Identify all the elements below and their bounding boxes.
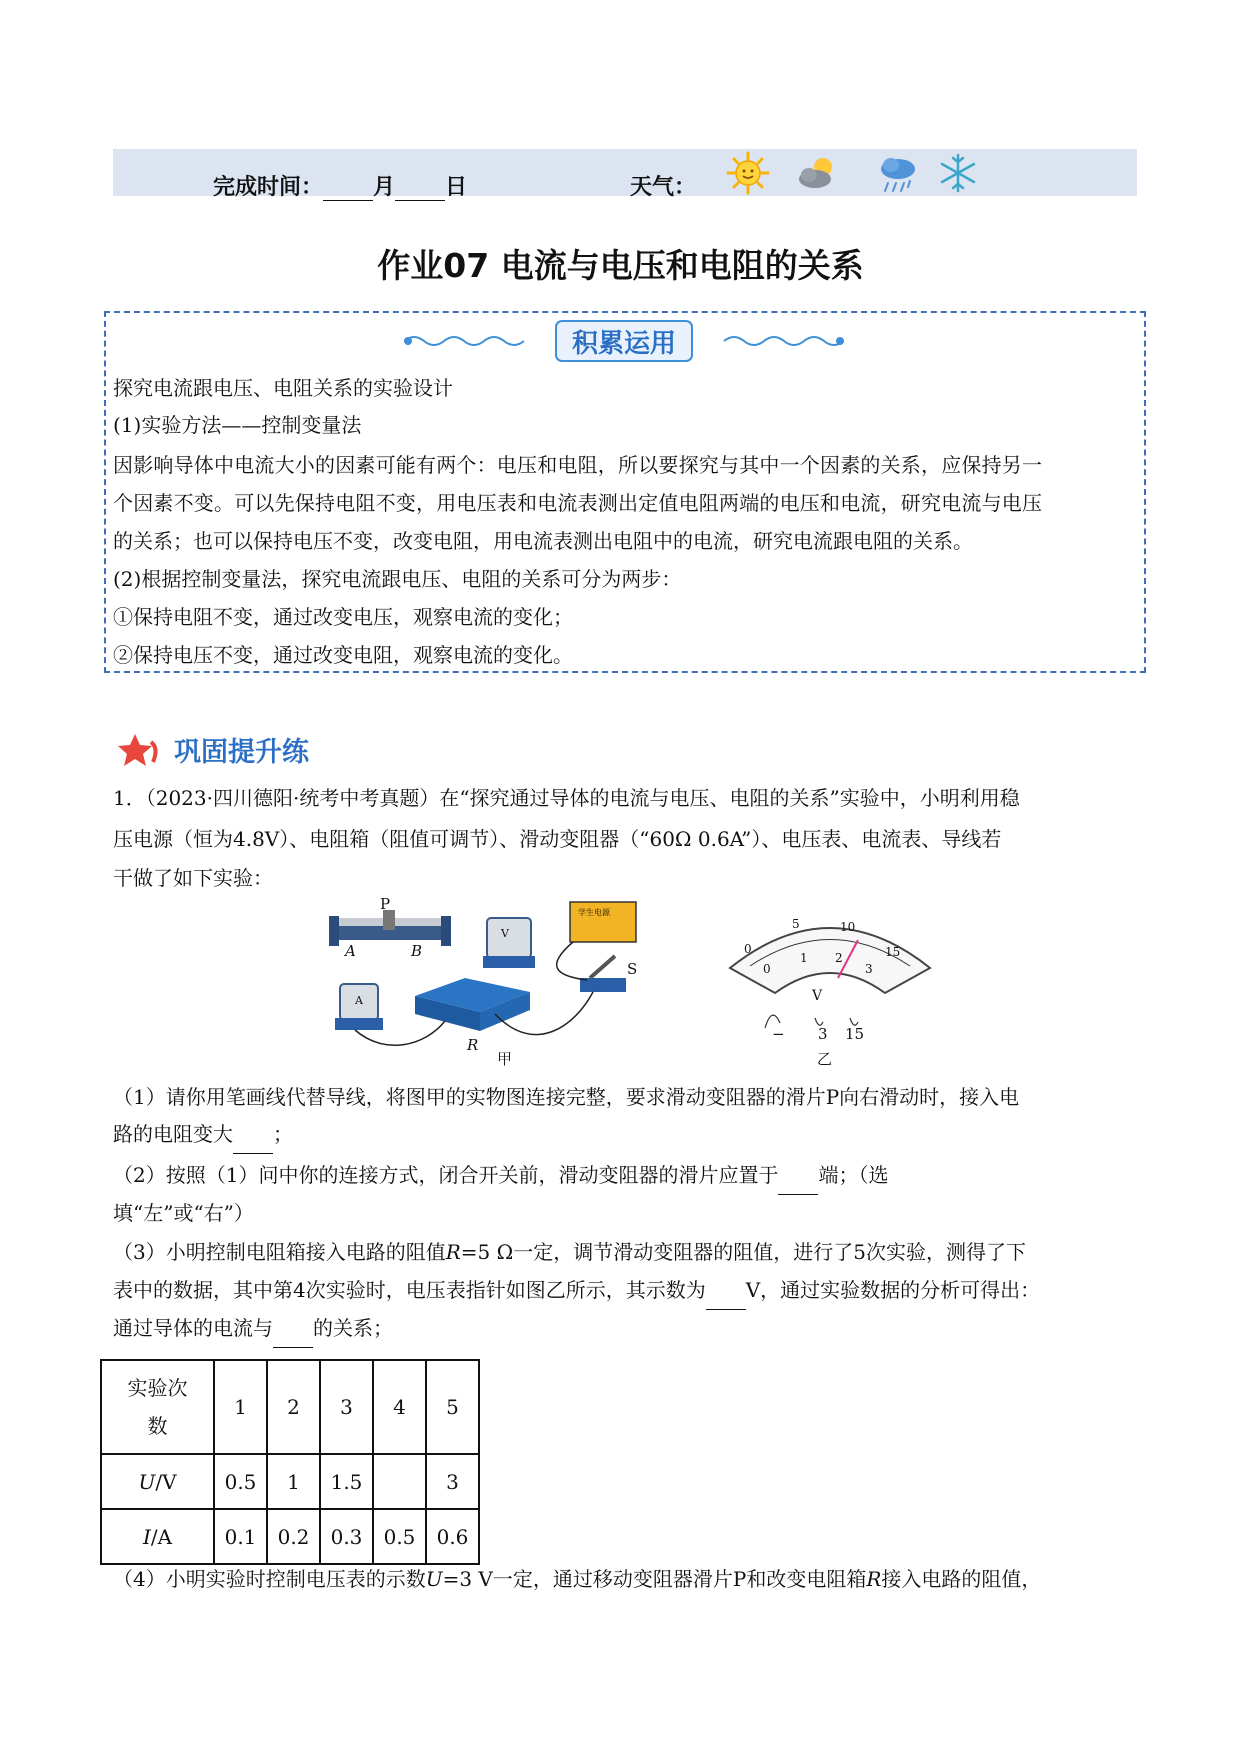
voltmeter-letter: V [501,927,509,940]
label-b: B [411,942,423,960]
month-label: 月 [373,175,396,200]
sun-icon [726,151,770,195]
scale-top-5: 5 [792,917,800,931]
snowflake-icon [936,151,980,195]
page-title: 作业07 电流与电压和电阻的关系 [377,246,864,285]
knowledge-line: 个因素不变。可以先保持电阻不变，用电压表和电流表测出定值电阻两端的电压和电流，研究电流与电压 [113,491,1043,515]
table-cell: 3 [426,1454,479,1509]
table-cell: 0.5 [214,1454,267,1509]
label-r: R [467,1036,479,1054]
knowledge-line: 探究电流跟电压、电阻关系的实验设计 [113,376,453,400]
label-p: P [380,895,391,913]
section-title: 巩固提升练 [174,737,309,768]
knowledge-line: (1)实验方法——控制变量法 [113,413,362,437]
table-row-label: I/A [101,1509,214,1564]
day-label: 日 [445,175,468,200]
ammeter-letter: A [355,994,363,1007]
label-jia: 甲 [497,1050,513,1068]
table-header-cell: 实验次 数 [101,1360,214,1454]
rain-icon [876,151,920,195]
table-row [101,1454,479,1509]
completion-time [213,170,467,201]
label-s: S [627,960,638,978]
label-yi: 乙 [817,1050,833,1068]
scale-top-15: 15 [885,945,901,959]
scale-bottom-2: 2 [835,951,843,965]
question-part-1-cont: 路的电阻变大 ； [113,1115,293,1154]
weather-label: 天气： [630,175,697,200]
question-part-3-cont: 表中的数据，其中第4次实验时，电压表指针如图乙所示，其示数为 V，通过实验数据的分析可得出： [113,1271,1040,1310]
table-cell: 0.3 [320,1509,373,1564]
question-intro: 干做了如下实验： [113,866,273,890]
apparatus-figure [325,896,655,1066]
question-part-2: （2）按照（1）问中你的连接方式，闭合开关前，滑动变阻器的滑片应置于 端；（选 [113,1156,888,1195]
answer-blank[interactable] [706,1271,746,1310]
table-cell[interactable] [373,1454,426,1509]
table-cell: 0.6 [426,1509,479,1564]
meter-unit-label: V [812,988,823,1004]
question-part-3-cont2: 通过导体的电流与 的关系； [113,1309,393,1348]
scale-bottom-0: 0 [763,962,771,976]
table-row [101,1509,479,1564]
knowledge-line: 因影响导体中电流大小的因素可能有两个：电压和电阻，所以要探究与其中一个因素的关系，应保持另一 [113,453,1043,477]
table-header-cell: 2 [267,1360,320,1454]
data-table [100,1359,480,1565]
table-cell: 0.1 [214,1509,267,1564]
answer-blank[interactable] [778,1156,818,1195]
question-part-2-cont: 填“左”或“右”） [113,1201,254,1225]
question-intro: 1．（2023·四川德阳·统考中考真题）在“探究通过导体的电流与电压、电阻的关系”实验中，小明利用稳 [113,786,1020,810]
time-label: 完成时间： [213,175,324,200]
table-cell: 0.5 [373,1509,426,1564]
knowledge-badge-label: 积累运用 [571,329,676,359]
knowledge-line: (2)根据控制变量法，探究电流跟电压、电阻的关系可分为两步： [113,567,682,591]
question-part-4: （4）小明实验时控制电压表的示数U=3 V一定，通过移动变阻器滑片P和改变电阻箱R接入电路的阻值， [113,1567,1042,1591]
scale-bottom-3: 3 [865,962,873,976]
terminal-15: 15 [845,1025,865,1043]
table-cell: 1 [267,1454,320,1509]
scale-top-10: 10 [840,920,856,934]
power-supply-label: 学生电源 [578,908,610,917]
scale-top-0: 0 [744,942,752,956]
table-header-cell: 1 [214,1360,267,1454]
month-blank [323,175,373,201]
scale-bottom-1: 1 [800,951,808,965]
answer-blank[interactable] [233,1115,273,1154]
terminal-3: 3 [818,1025,828,1043]
partly-cloudy-icon [795,151,839,195]
answer-blank[interactable] [273,1309,313,1348]
table-header-cell: 5 [426,1360,479,1454]
knowledge-line: ①保持电阻不变，通过改变电压，观察电流的变化； [113,605,573,629]
knowledge-line: ②保持电压不变，通过改变电阻，观察电流的变化。 [113,643,573,667]
voltmeter-dial-figure [720,898,940,1058]
table-header-cell: 4 [373,1360,426,1454]
table-row-label: U/V [101,1454,214,1509]
knowledge-line: 的关系；也可以保持电压不变，改变电阻，用电流表测出电阻中的电流，研究电流跟电阻的关系。 [113,529,973,553]
question-part-3: （3）小明控制电阻箱接入电路的阻值R=5 Ω一定，调节滑动变阻器的阻值，进行了5次实验，测得了下 [113,1240,1026,1264]
question-intro: 压电源（恒为4.8V）、电阻箱（阻值可调节）、滑动变阻器（“60Ω 0.6A”）、电压表、电流表、导线若 [113,827,1002,851]
question-part-1: （1）请你用笔画线代替导线，将图甲的实物图连接完整，要求滑动变阻器的滑片P向右滑动时，接入电 [113,1085,1020,1109]
table-header-cell: 3 [320,1360,373,1454]
terminal-negative: − [772,1025,785,1043]
table-cell: 0.2 [267,1509,320,1564]
table-cell: 1.5 [320,1454,373,1509]
table-row [101,1360,479,1454]
label-a: A [345,942,356,960]
day-blank [395,175,445,201]
